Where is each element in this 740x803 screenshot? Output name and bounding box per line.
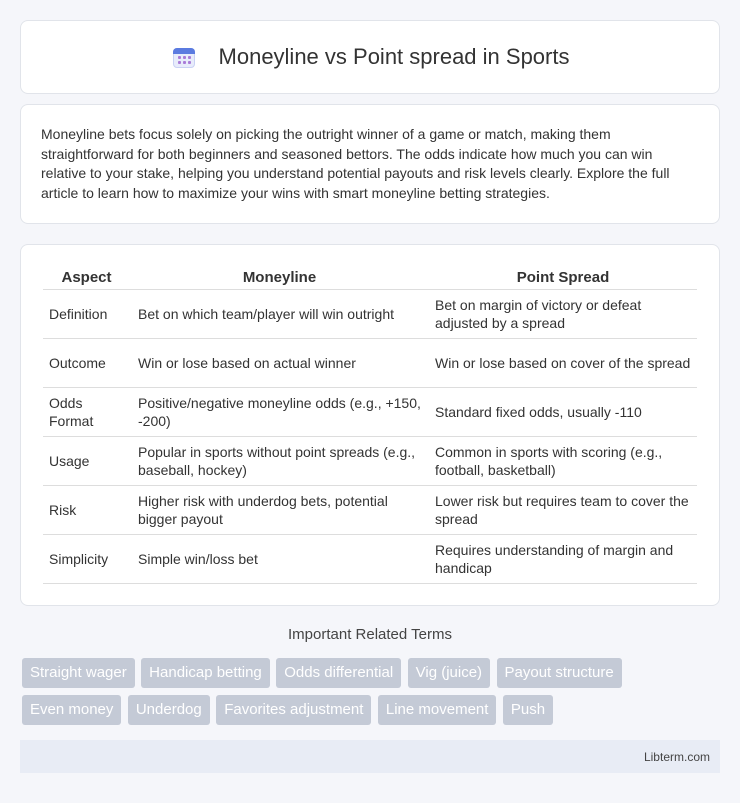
table-row xyxy=(43,388,697,437)
cell-aspect: Definition xyxy=(43,290,130,339)
related-terms-list xyxy=(22,658,722,732)
cell-moneyline: Higher risk with underdog bets, potential bigger payout xyxy=(130,486,429,535)
table-row xyxy=(43,535,697,584)
cell-point-spread: Lower risk but requires team to cover the spread xyxy=(429,486,697,535)
tag-payout-structure[interactable]: Payout structure xyxy=(497,658,622,688)
cell-moneyline: Win or lose based on actual winner xyxy=(130,339,429,388)
cell-aspect: Odds Format xyxy=(43,388,130,437)
tag-odds-differential[interactable]: Odds differential xyxy=(276,658,401,688)
calendar-icon xyxy=(171,44,197,70)
tag-handicap-betting[interactable]: Handicap betting xyxy=(141,658,270,688)
header-point-spread: Point Spread xyxy=(429,265,697,290)
cell-point-spread: Win or lose based on cover of the spread xyxy=(429,339,697,388)
tag-vig-juice[interactable]: Vig (juice) xyxy=(408,658,490,688)
page-title: Moneyline vs Point spread in Sports xyxy=(218,44,570,69)
tag-straight-wager[interactable]: Straight wager xyxy=(22,658,135,688)
header-aspect: Aspect xyxy=(43,265,130,290)
tag-favorites-adjustment[interactable]: Favorites adjustment xyxy=(216,695,371,725)
cell-aspect: Outcome xyxy=(43,339,130,388)
comparison-table-card xyxy=(20,244,720,606)
footer xyxy=(20,740,720,773)
tag-line-movement[interactable]: Line movement xyxy=(378,695,497,725)
cell-aspect: Simplicity xyxy=(43,535,130,584)
tag-even-money[interactable]: Even money xyxy=(22,695,121,725)
tag-underdog[interactable]: Underdog xyxy=(128,695,210,725)
tag-push[interactable]: Push xyxy=(503,695,553,725)
cell-point-spread: Requires understanding of margin and handicap xyxy=(429,535,697,584)
cell-moneyline: Bet on which team/player will win outright xyxy=(130,290,429,339)
related-terms-title: Important Related Terms xyxy=(288,626,452,643)
table-header-row xyxy=(43,265,697,290)
intro-card xyxy=(20,104,720,224)
table-row xyxy=(43,486,697,535)
cell-moneyline: Positive/negative moneyline odds (e.g., +150, -200) xyxy=(130,388,429,437)
cell-aspect: Risk xyxy=(43,486,130,535)
intro-text: Moneyline bets focus solely on picking the outright winner of a game or match, making them straightforward for both beginners and seasoned bettors. The odds indicate how much you can win relative to your stake, helping you understand potential payouts and risk levels clearly. Explore the full article to learn how to maximize your wins with smart moneyline betting strategies. xyxy=(41,126,670,201)
footer-site-link[interactable]: Libterm.com xyxy=(643,749,710,764)
cell-point-spread: Standard fixed odds, usually -110 xyxy=(429,388,697,437)
table-row xyxy=(43,339,697,388)
table-row xyxy=(43,290,697,339)
header-moneyline: Moneyline xyxy=(130,265,429,290)
cell-moneyline: Simple win/loss bet xyxy=(130,535,429,584)
table-row xyxy=(43,437,697,486)
header-card xyxy=(20,20,720,94)
cell-point-spread: Bet on margin of victory or defeat adjusted by a spread xyxy=(429,290,697,339)
cell-aspect: Usage xyxy=(43,437,130,486)
cell-moneyline: Popular in sports without point spreads (e.g., baseball, hockey) xyxy=(130,437,429,486)
comparison-table xyxy=(43,265,697,584)
cell-point-spread: Common in sports with scoring (e.g., football, basketball) xyxy=(429,437,697,486)
